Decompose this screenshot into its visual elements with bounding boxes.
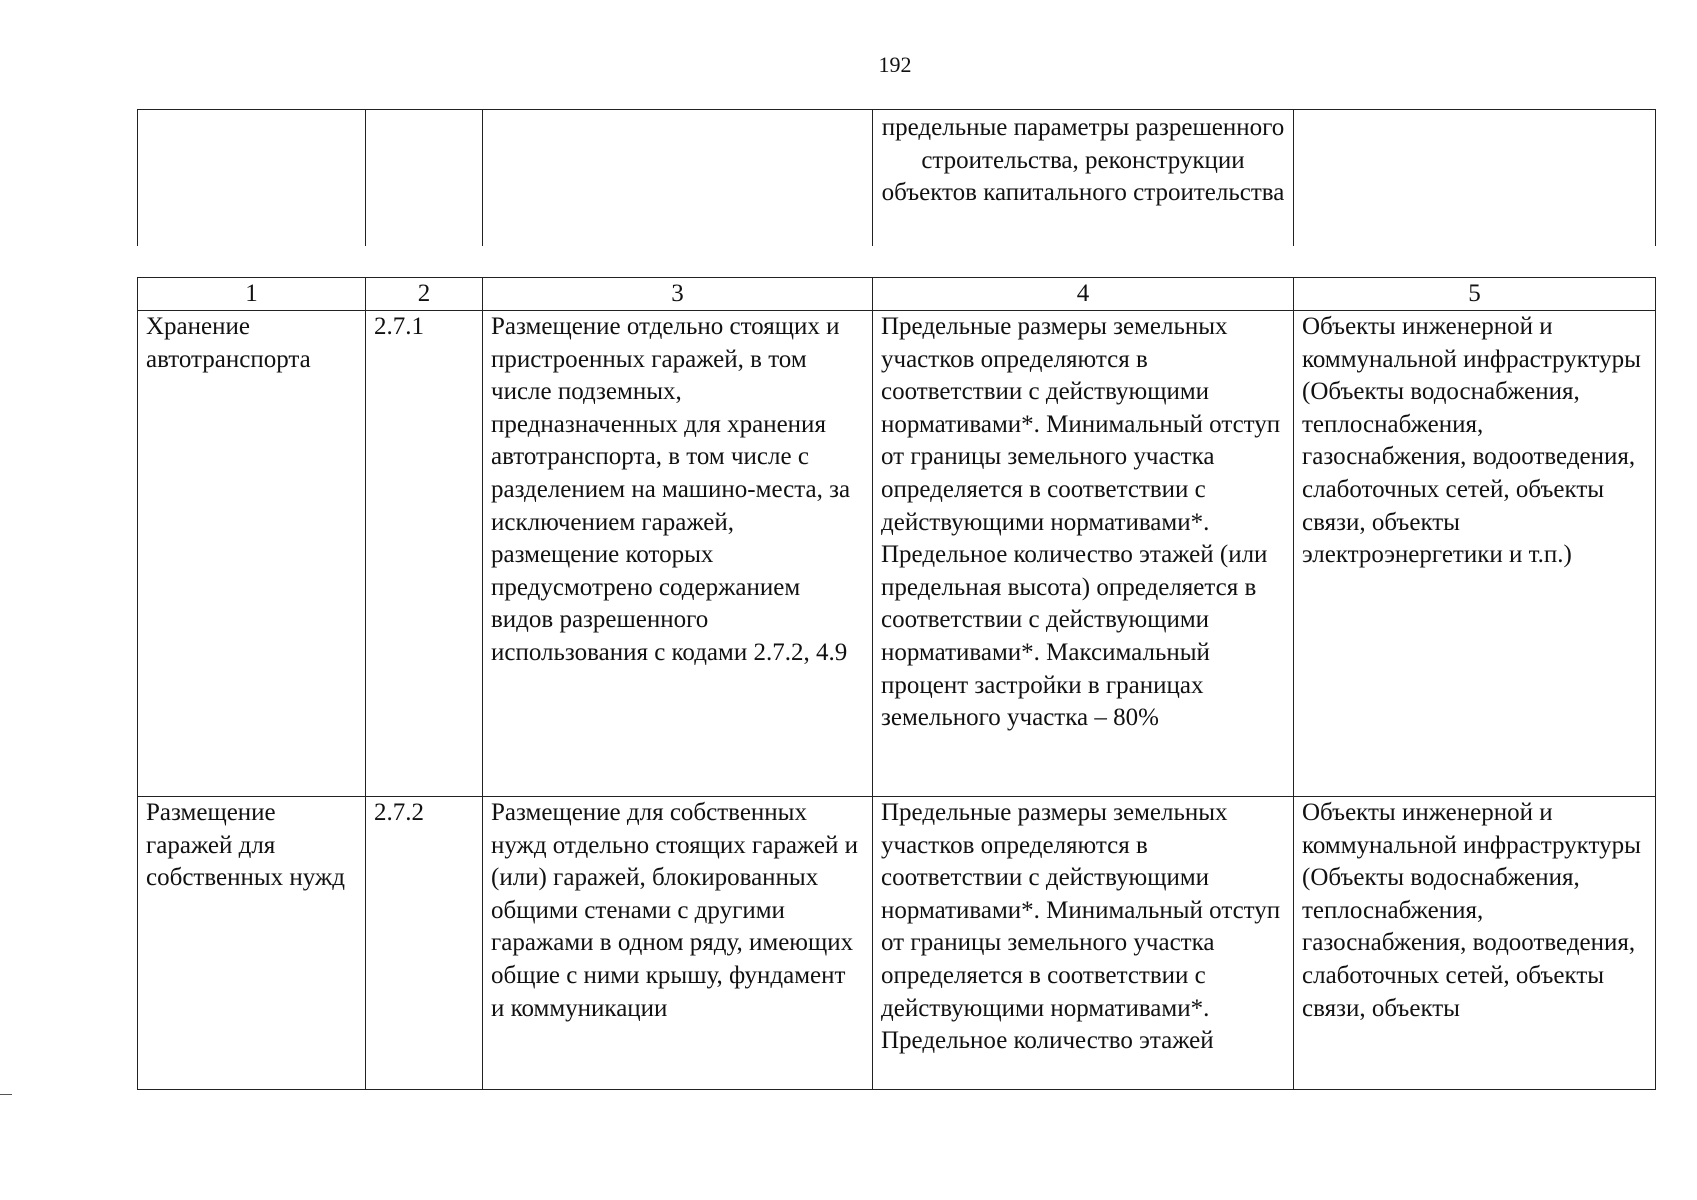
header-cell-empty-2 <box>366 110 483 247</box>
land-use-description: Размещение отдельно стоящих и пристроенных гаражей, в том числе подземных, предназначенных для хранения автотранспорта, в том числе с разделением на машино-места, за исключением гаражей, размещение которых предусмотрено содержанием видов разрешенного использования с кодами 2.7.2, 4.9 <box>483 311 873 797</box>
column-number: 3 <box>483 278 873 311</box>
header-cell-empty-1 <box>138 110 366 247</box>
land-use-parameters: Предельные размеры земельных участков определяются в соответствии с действующими нормативами*. Минимальный отступ от границы земельного участка определяется в соответствии с действующими нормативами*. Предельное количество этажей <box>873 797 1294 1090</box>
column-number: 2 <box>366 278 483 311</box>
column-number-row <box>138 278 1656 311</box>
page-number: 192 <box>878 52 912 77</box>
land-use-name: Размещение гаражей для собственных нужд <box>138 797 366 1090</box>
continuation-header-table <box>137 109 1656 246</box>
continuation-header-row <box>138 110 1656 247</box>
table-row <box>138 311 1656 797</box>
header-cell-empty-5 <box>1294 110 1656 247</box>
header-cell-parameters: предельные параметры разрешенного строительства, реконструкции объектов капитального строительства <box>873 110 1294 247</box>
land-use-code: 2.7.2 <box>366 797 483 1090</box>
land-use-auxiliary: Объекты инженерной и коммунальной инфраструктуры (Объекты водоснабжения, теплоснабжения, газоснабжения, водоотведения, слаботочных сетей, объекты связи, объекты электроэнергетики и т.п.) <box>1294 311 1656 797</box>
scan-margin-mark <box>0 1094 12 1095</box>
land-use-description: Размещение для собственных нужд отдельно стоящих гаражей и (или) гаражей, блокированных общими стенами с другими гаражами в одном ряду, имеющих общие с ними крышу, фундамент и коммуникации <box>483 797 873 1090</box>
land-use-parameters: Предельные размеры земельных участков определяются в соответствии с действующими нормативами*. Минимальный отступ от границы земельного участка определяется в соответствии с действующими нормативами*. Предельное количество этажей (или предельная высота) определяется в соответствии с действующими нормативами*. Максимальный процент застройки в границах земельного участка – 80% <box>873 311 1294 797</box>
column-number: 5 <box>1294 278 1656 311</box>
land-use-auxiliary: Объекты инженерной и коммунальной инфраструктуры (Объекты водоснабжения, теплоснабжения, газоснабжения, водоотведения, слаботочных сетей, объекты связи, объекты <box>1294 797 1656 1090</box>
column-number: 4 <box>873 278 1294 311</box>
header-cell-empty-3 <box>483 110 873 247</box>
table-row <box>138 797 1656 1090</box>
land-use-name: Хранение автотранспорта <box>138 311 366 797</box>
land-use-code: 2.7.1 <box>366 311 483 797</box>
column-number: 1 <box>138 278 366 311</box>
land-use-table <box>137 277 1656 1090</box>
